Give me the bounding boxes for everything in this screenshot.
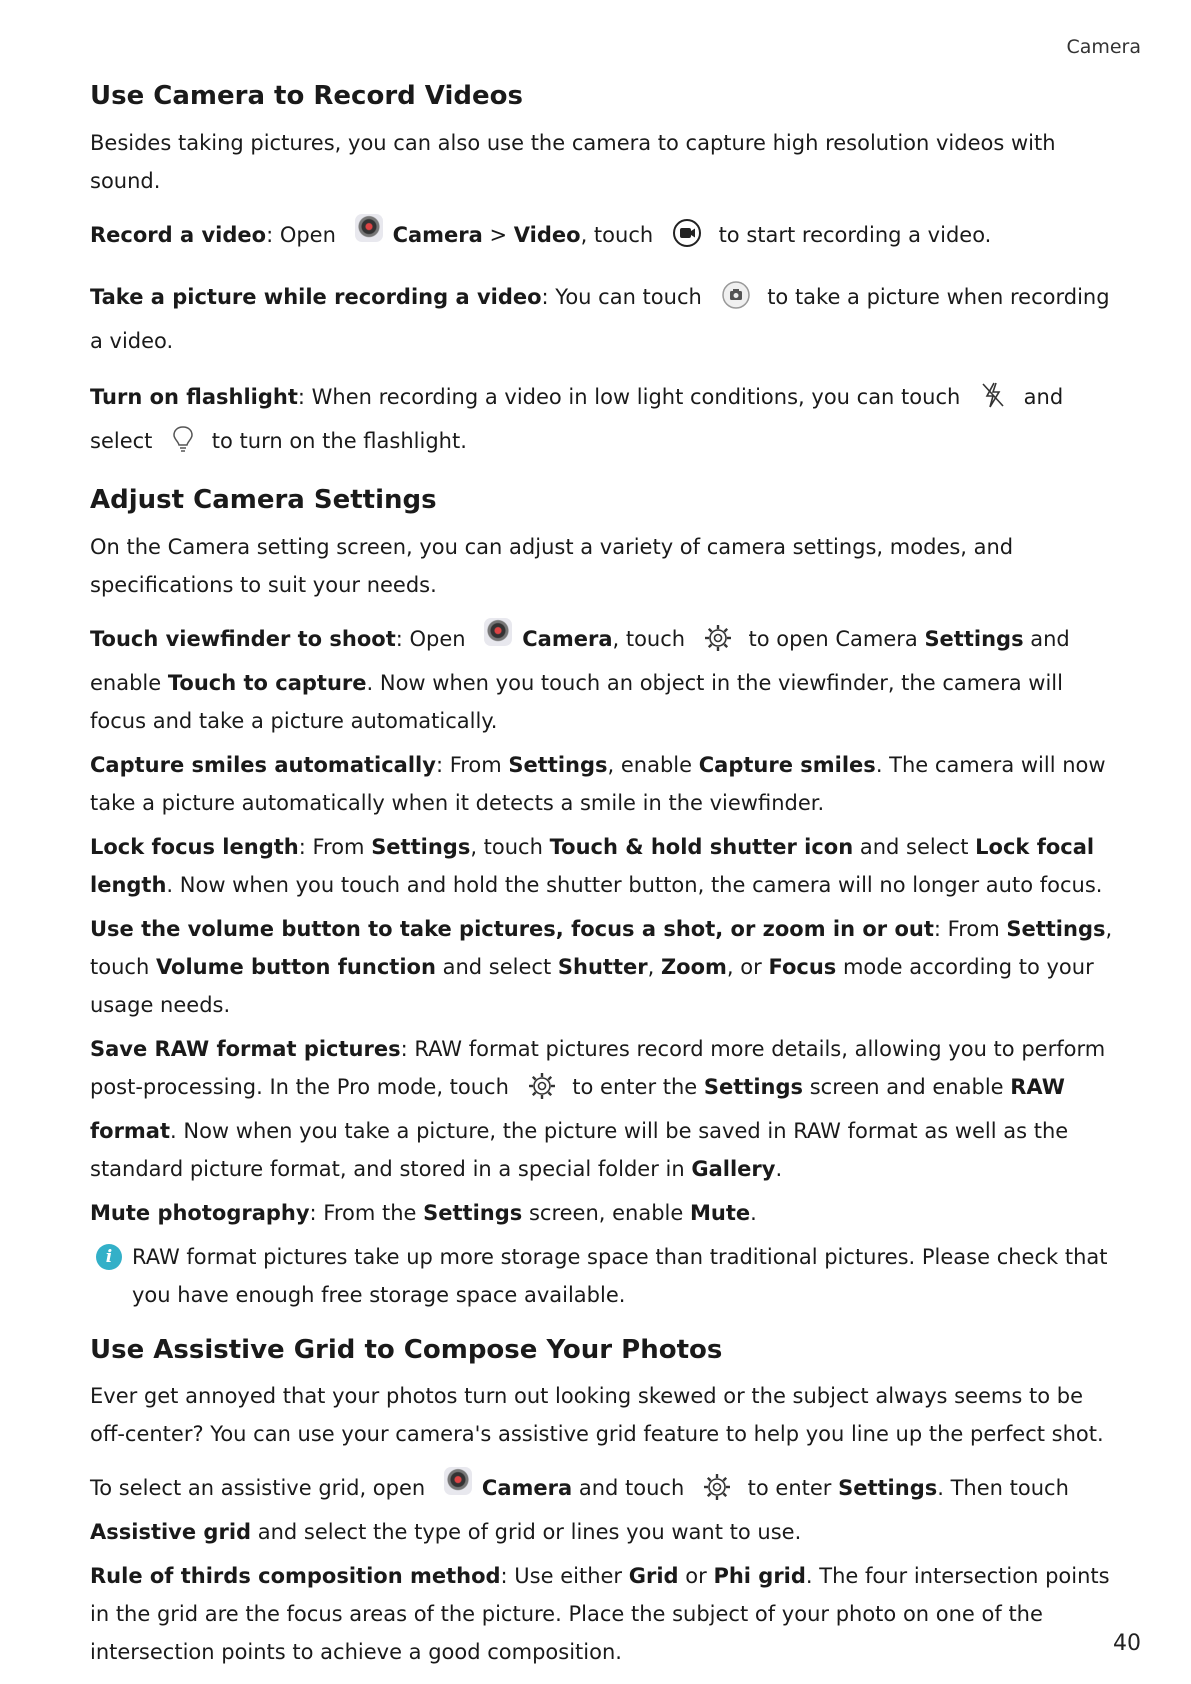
mute-photography-paragraph: Mute photography: From the Settings screen, enable Mute.	[90, 1200, 757, 1225]
raw-format-paragraph: Save RAW format pictures: RAW format pictures record more details, allowing you to perform post-processing. In the Pro mode, touch to enter the Settings screen and enable RAW format. Now when you take a picture, the picture will be saved in RAW format as well as the standard picture format, and stored in a special folder in Gallery.	[90, 1036, 1106, 1181]
page-number: 40	[1113, 1631, 1141, 1656]
record-videos-intro: Besides taking pictures, you can also use the camera to capture high resolution videos with sound.	[90, 130, 1056, 193]
term-camera: Camera	[392, 222, 483, 247]
term-turn-on-flashlight: Turn on flashlight	[90, 384, 298, 409]
term-take-picture-while-recording: Take a picture while recording a video	[90, 284, 542, 309]
flash-off-icon	[979, 380, 1007, 422]
camera-app-icon	[444, 1467, 472, 1495]
picture-while-recording-paragraph: Take a picture while recording a video: You can touch to take a picture when recording a video.	[90, 278, 1120, 360]
section-title-assistive-grid: Use Assistive Grid to Compose Your Photos	[90, 1334, 723, 1365]
term-video: Video	[513, 222, 581, 247]
info-icon: i	[96, 1244, 122, 1270]
record-button-icon	[672, 218, 702, 260]
camera-app-icon	[355, 214, 383, 242]
camera-app-icon	[484, 618, 512, 646]
flashlight-bulb-icon	[171, 424, 195, 466]
volume-button-paragraph: Use the volume button to take pictures, focus a shot, or zoom in or out: From Settings, touch Volume button function and select Shutter, Zoom, or Focus mode according to your usage needs.	[90, 916, 1113, 1017]
touch-viewfinder-paragraph: Touch viewfinder to shoot: Open Camera, touch to open Camera Settings and enable Touch to capture. Now when you touch an object in the viewfinder, the camera will focus and take a picture automatically.	[90, 618, 1120, 740]
flashlight-paragraph: Turn on flashlight: When recording a video in low light conditions, you can touch and select to turn on the flashlight.	[90, 378, 1120, 466]
raw-storage-note: i RAW format pictures take up more storage space than traditional pictures. Please check that you have enough free storage space available.	[90, 1238, 1120, 1314]
adjust-settings-intro: On the Camera setting screen, you can adjust a variety of camera settings, modes, and specifications to suit your needs.	[90, 534, 1014, 597]
section-title-record-videos: Use Camera to Record Videos	[90, 81, 523, 111]
term-record-video: Record a video	[90, 222, 267, 247]
select-grid-paragraph: To select an assistive grid, open Camera and touch to enter Settings. Then touch Assistive grid and select the type of grid or lines you want to use.	[90, 1467, 1120, 1551]
term-touch-viewfinder: Touch viewfinder to shoot	[90, 626, 396, 651]
gear-icon	[704, 624, 732, 664]
assistive-grid-intro: Ever get annoyed that your photos turn out looking skewed or the subject always seems to be off-center? You can use your camera's assistive grid feature to help you line up the perfect shot.	[90, 1384, 1104, 1447]
page-header-section: Camera	[1066, 36, 1141, 58]
gear-icon	[528, 1072, 556, 1112]
section-title-adjust-settings: Adjust Camera Settings	[90, 484, 437, 515]
page-content	[90, 80, 1120, 1677]
record-video-paragraph: Record a video: Open Camera > Video, touch to start recording a video.	[90, 214, 1120, 260]
lock-focus-paragraph: Lock focus length: From Settings, touch Touch & hold shutter icon and select Lock focal length. Now when you touch and hold the shutter button, the camera will no longer auto focus.	[90, 834, 1103, 897]
rule-of-thirds-paragraph: Rule of thirds composition method: Use either Grid or Phi grid. The four intersection points in the grid are the focus areas of the picture. Place the subject of your photo on one of the intersection points to achieve a good composition.	[90, 1564, 1110, 1665]
gear-icon	[703, 1473, 731, 1513]
capture-smiles-paragraph: Capture smiles automatically: From Settings, enable Capture smiles. The camera will now take a picture automatically when it detects a smile in the viewfinder.	[90, 752, 1106, 815]
snapshot-button-icon	[721, 280, 751, 322]
